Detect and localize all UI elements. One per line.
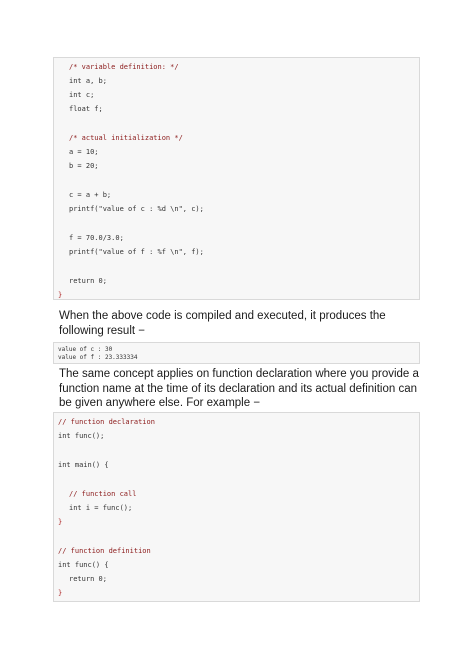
code-line: /* actual initialization */ <box>69 134 183 142</box>
code-line: int func(); <box>58 432 105 440</box>
code-line: /* variable definition: */ <box>69 63 179 71</box>
code-line: } <box>58 589 63 597</box>
code-line: b = 20; <box>69 162 99 170</box>
code-line: printf("value of f : %f \n", f); <box>69 248 204 256</box>
code-line: return 0; <box>69 277 107 285</box>
output-line: value of f : 23.333334 <box>58 354 138 361</box>
code-line: // function declaration <box>58 418 155 426</box>
code-line: // function call <box>69 490 137 498</box>
code-line: int func() { <box>58 561 109 569</box>
code-line: c = a + b; <box>69 191 112 199</box>
output-line: value of c : 30 <box>58 346 113 353</box>
code-block-functions <box>53 412 420 602</box>
code-line: float f; <box>69 105 103 113</box>
code-line: f = 70.0/3.0; <box>69 234 124 242</box>
output-block <box>53 342 420 364</box>
code-line: printf("value of c : %d \n", c); <box>69 205 204 213</box>
code-line: } <box>58 518 63 526</box>
code-block-variables <box>53 57 420 300</box>
result-paragraph: When the above code is compiled and executed, it produces the following result − <box>59 310 386 337</box>
code-line: return 0; <box>69 575 107 583</box>
code-line: int main() { <box>58 461 109 469</box>
code-line: int a, b; <box>69 77 107 85</box>
code-line: int i = func(); <box>69 504 133 512</box>
code-line: a = 10; <box>69 148 99 156</box>
code-line: int c; <box>69 91 95 99</box>
code-line: } <box>58 291 63 299</box>
function-declaration-paragraph: The same concept applies on function declaration where you provide a function name at the time of its declaration and its actual definition can be given anywhere else. For example − <box>59 368 419 409</box>
code-line: // function definition <box>58 547 151 555</box>
